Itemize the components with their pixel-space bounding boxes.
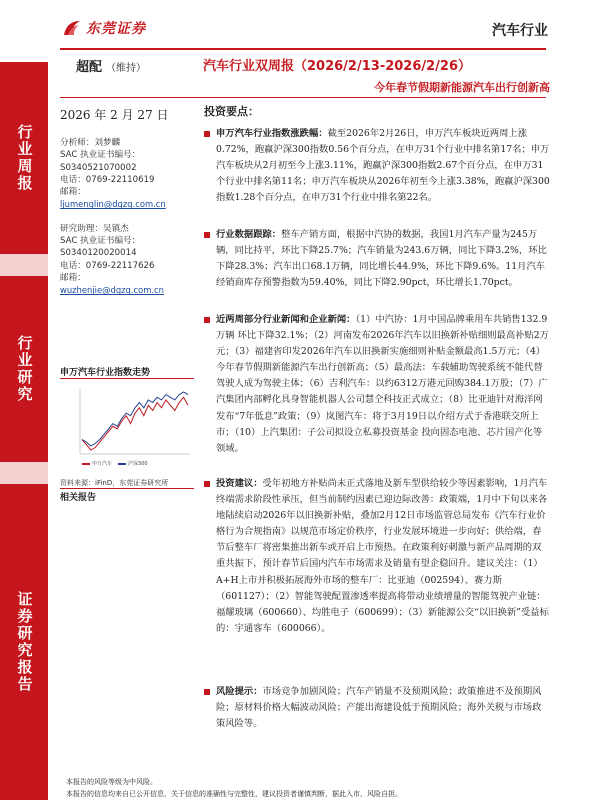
assistant-name: 研究助理：吴镇杰 — [60, 223, 129, 234]
company-logo — [62, 18, 146, 38]
sidebar-label-research: 行业研究 — [15, 335, 34, 403]
rating — [76, 56, 146, 75]
bullet-paragraph — [204, 684, 550, 732]
legend-swatch-auto — [82, 463, 90, 465]
section-body: 截至2026年2月26日，申万汽车板块近两周上涨0.72%，跑赢沪深300指数0.56个百分点，在申万31个行业中排名第17名；申万汽车板块从2月初至今上涨3.11%，跑赢沪深300指数2.67个百分点，在申万31个行业中排名第11名；申万汽车板块从2026年初至今上涨3.38%，跑赢沪深300指数1.28个百分点，在申万31个行业中排名第22名。 — [216, 128, 550, 204]
assistant-cert-no: S0340120020014 — [60, 248, 137, 259]
sidebar-label-weekly: 行业周报 — [15, 124, 34, 192]
sidebar-divider — [0, 254, 48, 276]
author-info — [60, 137, 195, 309]
header-divider — [60, 48, 546, 50]
section-industry-data — [204, 227, 550, 291]
page-footer — [66, 776, 566, 800]
investment-highlights-heading: 投资要点： — [204, 105, 259, 118]
section-body: （1）中汽协：1月中国品牌乘用车共销售132.9万辆 环比下降32.1%；（2）河南发布2026年汽车以旧换新补贴细则最高补贴2万元；（3）福建省印发2026年汽车以旧换新实施细则补贴金额最高1.5万元；（4）今年春节假期新能源汽车出行创新高；（5）最高法：车载辅助驾驶系统不能代替驾驶人成为驾驶主体；（6）吉利汽车：以约6312万港元回购384.1万股；（7）广汽集团内部孵化具身智能机器人公司慧仝科技正式成立；（8）比亚迪针对海洋网发布“7年低息”政策；（9）岚图汽车：将于3月19日以介绍方式于香港联交所上市；（10）上汽集团：子公司拟设立私募投资基金 投向固态电池、芯片国产化等领域。 — [216, 314, 549, 454]
series-line-0 — [82, 397, 188, 450]
section-body: 市场竞争加剧风险；汽车产销量不及预期风险；政策推进不及预期风险；原材料价格大幅波动风险；产能出海建设低于预期风险；海外关税与市场政策风险等。 — [216, 686, 542, 730]
sidebar-section-report — [0, 484, 48, 800]
chart-bottom-divider — [60, 488, 194, 489]
section-index-performance — [204, 126, 550, 206]
bullet-paragraph — [204, 312, 550, 457]
footer-disclaimer: 本报告的信息均来自已公开信息，关于信息的准确性与完整性，建议投资者谨慎判断，据此入市，风险自担。 — [66, 790, 402, 798]
logo-text: 东莞证券 — [86, 21, 146, 37]
analyst-cert-no: S0340521070002 — [60, 162, 137, 173]
report-subtitle: 今年春节假期新能源汽车出行创新高 — [374, 81, 550, 94]
assistant-email-label: 邮箱： — [60, 272, 86, 283]
rating-main: 超配 — [76, 60, 103, 75]
section-lead: 行业数据跟踪： — [216, 229, 282, 240]
analyst-email-link[interactable]: ljumenglin@dgzq.com.cn — [60, 199, 166, 210]
chart-legend — [82, 460, 148, 467]
related-reports-heading: 相关报告 — [60, 493, 97, 503]
index-chart — [60, 382, 194, 472]
analyst-cert-label: SAC 执业证书编号： — [60, 150, 141, 161]
chart-title: 申万汽车行业指数走势 — [60, 368, 151, 378]
analyst-name: 分析师：刘梦麟 — [60, 138, 121, 148]
section-lead: 风险提示： — [216, 686, 263, 697]
legend-item-hs300 — [118, 460, 148, 467]
page-header — [48, 0, 600, 50]
chart-source: 资料来源：iFinD，东莞证券研究所 — [60, 479, 169, 487]
bullet-paragraph — [204, 126, 550, 206]
analyst-block — [60, 137, 195, 211]
chart-top-divider — [60, 378, 194, 379]
section-risk — [204, 684, 550, 732]
sidebar-label-report: 证券研究报告 — [15, 591, 34, 693]
report-title: 汽车行业双周报（2026/2/13-2026/2/26） — [203, 59, 472, 74]
rating-sub: （维持） — [106, 63, 147, 74]
report-date: 2026 年 2 月 27 日 — [60, 108, 169, 122]
sidebar-divider — [0, 462, 48, 484]
sidebar-section-weekly — [0, 62, 48, 254]
assistant-block — [60, 223, 195, 297]
section-body: 受年初地方补贴尚未正式落地及新车型供给较少等因素影响，1月汽车终端需求阶段性承压，但当前制约因素已迎边际改善：政策端，1月中下旬以来各地陆续启动2026年以旧换新补贴，叠加2月12日市场监管总局发布《汽车行业价格行为合规指南》以规范市场定价秩序，行业发展环境进一步向好；供给端，春节后整车厂将密集推出新车或开启上市预热。在政策利好刺激与新产品周期的双重共振下，预计春节后国内汽车市场需求及销量有望企稳回升。建议关注：（1）A+H上市并积极拓展海外市场的整车厂：比亚迪（002594）、赛力斯（601127）；（2）智能驾驶配置渗透率提高将带动业绩增量的智能驾驶产业链：福耀玻璃（600660）、均胜电子（600699）；（3）新能源公交“以旧换新”受益标的：宇通客车（600066）。 — [216, 478, 549, 634]
analyst-email-label: 邮箱： — [60, 187, 86, 198]
section-lead: 投资建议： — [216, 478, 263, 489]
series-line-1 — [82, 392, 188, 446]
assistant-phone: 电话：0769-22117626 — [60, 260, 155, 271]
section-lead: 近两周部分行业新闻和企业新闻： — [216, 314, 356, 325]
bullet-paragraph — [204, 227, 550, 291]
footer-risk-level: 本报告的风险等级为中风险。 — [66, 778, 157, 786]
industry-label: 汽车行业 — [492, 23, 548, 39]
logo-icon — [62, 19, 82, 37]
assistant-cert-label: SAC 执业证书编号： — [60, 236, 141, 247]
section-body: 整车产销方面，根据中汽协的数据，我国1月汽车产量为245万辆，同比持平，环比下降25.7%；汽车销量为243.6万辆，同比下降3.2%，环比下降28.3%；汽车出口68.1万辆，同比增长44.9%，环比下降9.6%。11月汽车经销商库存预警指数为59.40%，同比下降2.90pct，环比增长1.70pct。 — [216, 229, 547, 289]
legend-swatch-hs300 — [118, 463, 126, 465]
bullet-paragraph — [204, 476, 550, 637]
legend-item-auto — [82, 460, 112, 467]
analyst-phone: 电话：0769-22110619 — [60, 174, 155, 185]
left-sidebar — [0, 0, 48, 800]
sidebar-section-research — [0, 276, 48, 462]
section-investment-advice — [204, 476, 550, 637]
legend-label-auto: 申万汽车 — [92, 461, 113, 467]
section-lead: 申万汽车行业指数涨跌幅： — [216, 128, 328, 139]
section-news — [204, 312, 550, 457]
legend-label-hs300: 沪深300 — [128, 461, 148, 467]
title-divider — [60, 97, 546, 98]
assistant-email-link[interactable]: wuzhenjie@dgzq.com.cn — [60, 285, 164, 296]
